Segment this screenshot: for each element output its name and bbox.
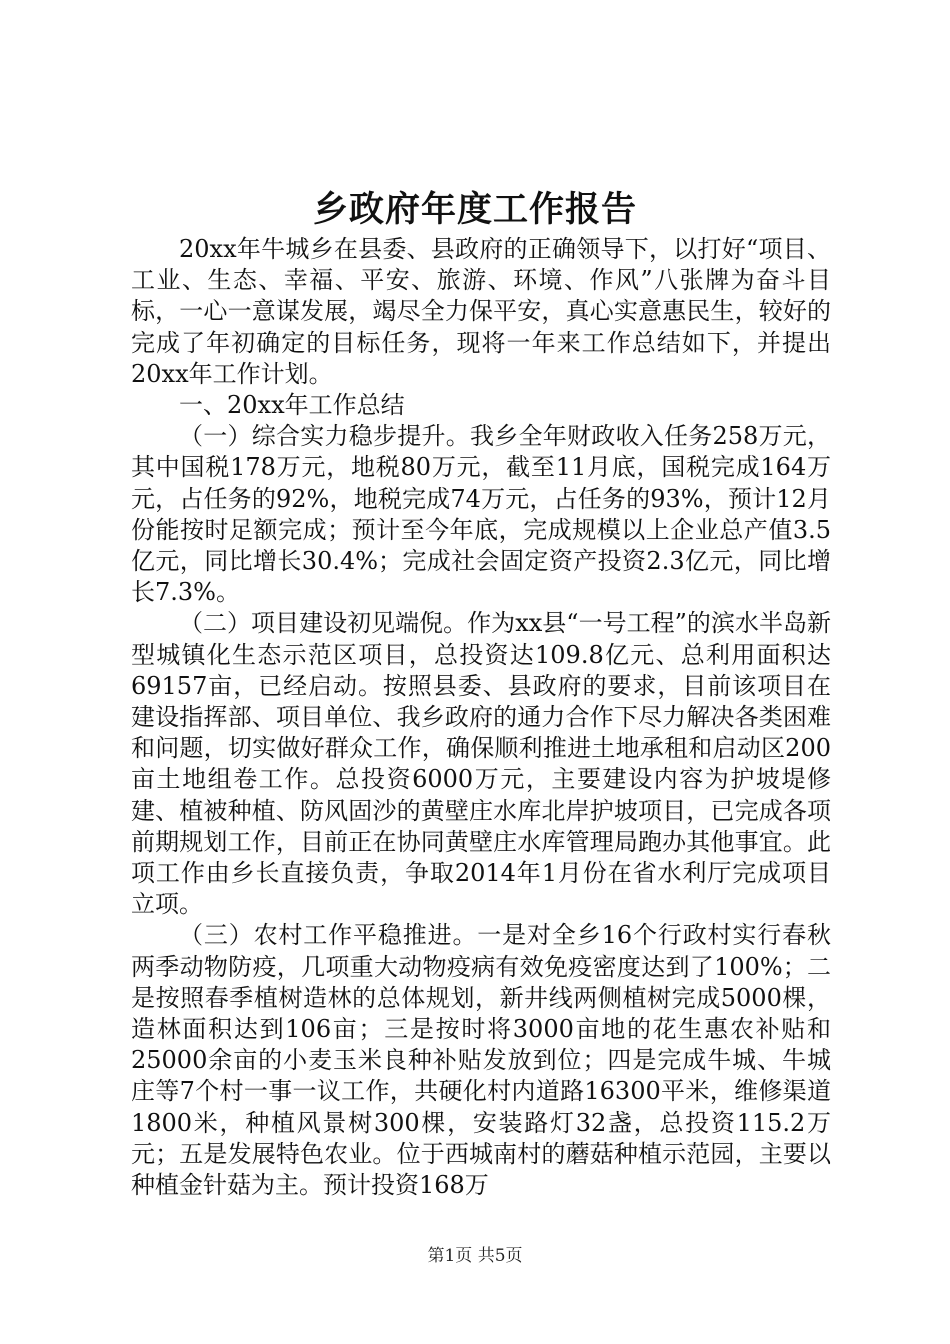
document-title: 乡政府年度工作报告 <box>312 189 637 230</box>
intro-paragraph: 20xx年牛城乡在县委、县政府的正确领导下，以打好“项目、工业、生态、幸福、平安、旅游、环境、作风”八张牌为奋斗目标，一心一意谋发展，竭尽全力保平安，真心实意惠民生，较好的完成了年初确定的目标任务，现将一年来工作总结如下，并提出20xx年工作计划。 <box>131 235 831 388</box>
paragraph-1: （一）综合实力稳步提升。我乡全年财政收入任务258万元，其中国税178万元，地税80万元，截至11月底，国税完成164万元，占任务的92%，地税完成74万元，占任务的93%，预计12月份能按时足额完成；预计至今年底，完成规模以上企业总产值3.5亿元，同比增长30.4%；完成社会固定资产投资2.3亿元，同比增长7.3%。 <box>131 422 831 607</box>
paragraph-2: （二）项目建设初见端倪。作为xx县“一号工程”的滨水半岛新型城镇化生态示范区项目，总投资达109.8亿元、总利用面积达69157亩，已经启动。按照县委、县政府的要求，目前该项目在建设指挥部、项目单位、我乡政府的通力合作下尽力解决各类困难和问题，切实做好群众工作，确保顺利推进土地承租和启动区200亩土地组卷工作。总投资6000万元，主要建设内容为护坡堤修建、植被种植、防风固沙的黄壁庄水库北岸护坡项目，已完成各项前期规划工作，目前正在协同黄壁庄水库管理局跑办其他事宜。此项工作由乡长直接负责，争取2014年1月份在省水利厅完成项目立项。 <box>131 609 831 919</box>
document-body <box>131 234 831 1201</box>
page-footer: 第1页 共5页 <box>427 1246 523 1266</box>
paragraph-3: （三）农村工作平稳推进。一是对全乡16个行政村实行春秋两季动物防疫，几项重大动物疫病有效免疫密度达到了100%；二是按照春季植树造林的总体规划，新井线两侧植树完成5000棵，造林面积达到106亩；三是按时将3000亩地的花生惠农补贴和25000余亩的小麦玉米良种补贴发放到位；四是完成牛城、牛城庄等7个村一事一议工作，共硬化村内道路16300平米，维修渠道1800米，种植风景树300棵，安装路灯32盏，总投资115.2万元；五是发展特色农业。位于西城南村的蘑菇种植示范园，主要以种植金针菇为主。预计投资168万 <box>131 921 831 1200</box>
section-heading: 一、20xx年工作总结 <box>179 391 405 420</box>
